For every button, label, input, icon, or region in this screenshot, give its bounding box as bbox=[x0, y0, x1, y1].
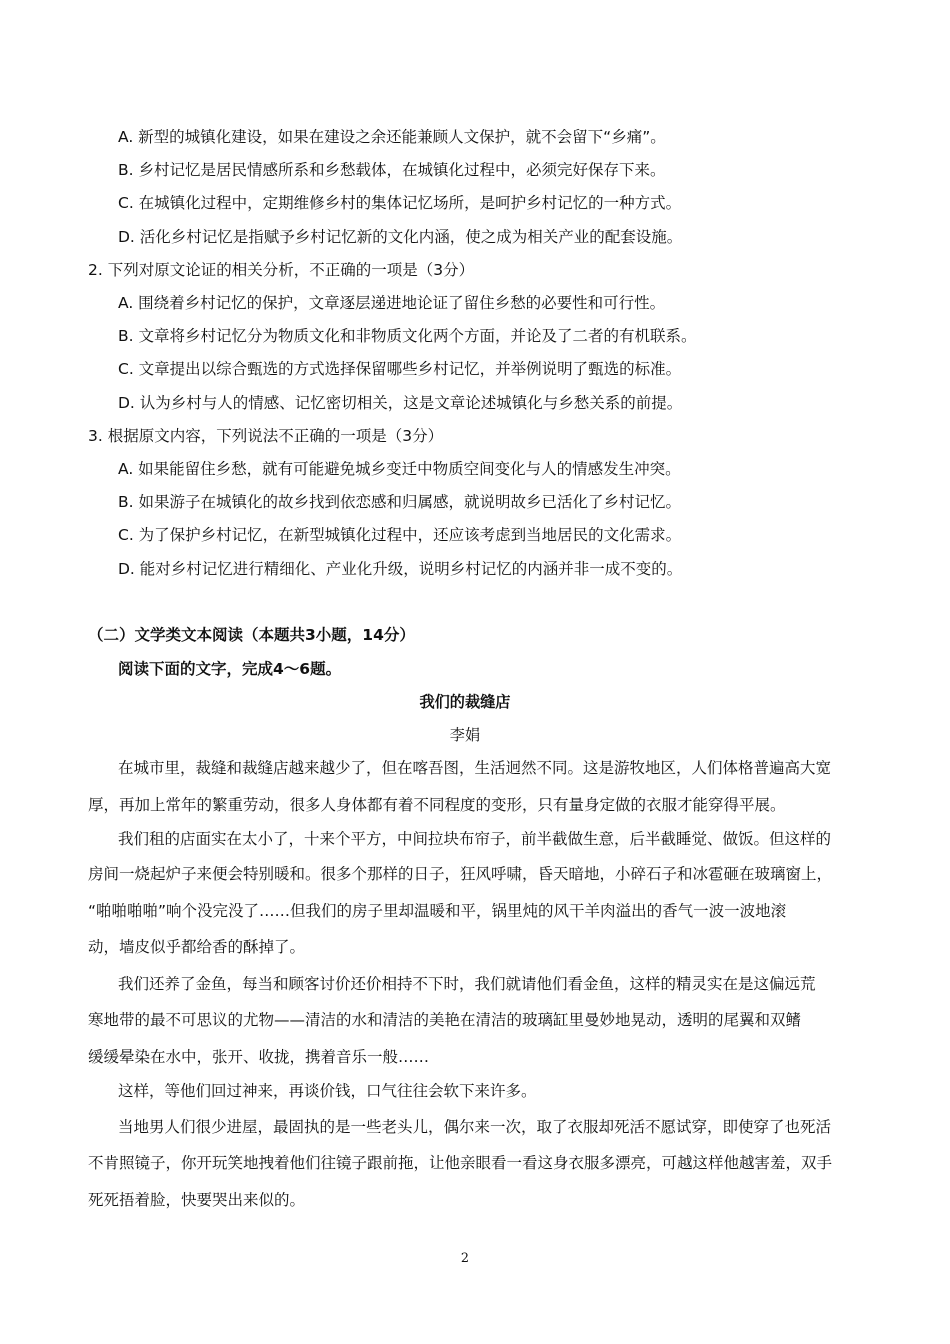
q3-option-b: B. 如果游子在城镇化的故乡找到依恋感和归属感，就说明故乡已活化了乡村记忆。 bbox=[118, 493, 681, 511]
passage-line-4: 房间一烧起炉子来便会特别暖和。很多个那样的日子，狂风呼啸，昏天暗地，小碎石子和冰雹砸在玻璃窗上， bbox=[88, 865, 833, 883]
q2-option-a: A. 围绕着乡村记忆的保护，文章逐层递进地论证了留住乡愁的必要性和可行性。 bbox=[118, 294, 666, 312]
passage-author: 李娟 bbox=[449, 726, 481, 744]
passage-title: 我们的裁缝店 bbox=[419, 693, 511, 711]
passage-line-13: 死死捂着脸，快要哭出来似的。 bbox=[88, 1191, 306, 1209]
page-number: 2 bbox=[460, 1251, 470, 1266]
q2-stem: 2. 下列对原文论证的相关分析，不正确的一项是（3分） bbox=[88, 261, 475, 279]
passage-line-12: 不肯照镜子，你开玩笑地拽着他们往镜子跟前拖，让他亲眼看一看这身衣服多漂亮，可越这样他越害羞，双手 bbox=[88, 1154, 833, 1172]
passage-line-6: 动，墙皮似乎都给香的酥掉了。 bbox=[88, 938, 306, 956]
q1-option-d: D. 活化乡村记忆是指赋予乡村记忆新的文化内涵，使之成为相关产业的配套设施。 bbox=[118, 228, 683, 246]
q2-option-c: C. 文章提出以综合甄选的方式选择保留哪些乡村记忆，并举例说明了甄选的标准。 bbox=[118, 360, 682, 378]
reading-instruction: 阅读下面的文字，完成4～6题。 bbox=[118, 660, 342, 678]
passage-line-9: 缓缓晕染在水中，张开、收拢，携着音乐一般…… bbox=[88, 1048, 430, 1066]
q1-option-c: C. 在城镇化过程中，定期维修乡村的集体记忆场所，是呵护乡村记忆的一种方式。 bbox=[118, 194, 682, 212]
q2-option-d: D. 认为乡村与人的情感、记忆密切相关，这是文章论述城镇化与乡愁关系的前提。 bbox=[118, 394, 683, 412]
q3-option-d: D. 能对乡村记忆进行精细化、产业化升级，说明乡村记忆的内涵并非一成不变的。 bbox=[118, 560, 683, 578]
q1-option-a: A. 新型的城镇化建设，如果在建设之余还能兼顾人文保护，就不会留下“乡痛”。 bbox=[118, 128, 666, 146]
passage-line-8: 寒地带的最不可思议的尤物——清洁的水和清洁的美艳在清洁的玻璃缸里曼妙地晃动，透明的尾翼和双鳍 bbox=[88, 1011, 802, 1029]
q1-option-b: B. 乡村记忆是居民情感所系和乡愁载体，在城镇化过程中，必须完好保存下来。 bbox=[118, 161, 666, 179]
q3-stem: 3. 根据原文内容，下列说法不正确的一项是（3分） bbox=[88, 427, 444, 445]
q2-option-b: B. 文章将乡村记忆分为物质文化和非物质文化两个方面，并论及了二者的有机联系。 bbox=[118, 327, 697, 345]
passage-line-5: “啪啪啪啪”响个没完没了……但我们的房子里却温暖和平，锅里炖的风干羊肉溢出的香气一波一波地滚 bbox=[88, 902, 787, 920]
passage-line-11: 当地男人们很少进屋，最固执的是一些老头儿，偶尔来一次，取了衣服却死活不愿试穿，即使穿了也死活 bbox=[118, 1118, 832, 1136]
passage-line-1: 在城市里，裁缝和裁缝店越来越少了，但在喀吾图，生活迥然不同。这是游牧地区，人们体格普遍高大宽 bbox=[118, 759, 832, 777]
section-heading: （二）文学类文本阅读（本题共3小题，14分） bbox=[88, 626, 415, 644]
passage-line-10: 这样，等他们回过神来，再谈价钱，口气往往会软下来许多。 bbox=[118, 1082, 537, 1100]
passage-line-7: 我们还养了金鱼，每当和顾客讨价还价相持不下时，我们就请他们看金鱼，这样的精灵实在是这偏远荒 bbox=[118, 975, 816, 993]
passage-line-3: 我们租的店面实在太小了，十来个平方，中间拉块布帘子，前半截做生意，后半截睡觉、做饭。但这样的 bbox=[118, 830, 832, 848]
q3-option-a: A. 如果能留住乡愁，就有可能避免城乡变迁中物质空间变化与人的情感发生冲突。 bbox=[118, 460, 681, 478]
q3-option-c: C. 为了保护乡村记忆，在新型城镇化过程中，还应该考虑到当地居民的文化需求。 bbox=[118, 526, 682, 544]
passage-line-2: 厚，再加上常年的繁重劳动，很多人身体都有着不同程度的变形，只有量身定做的衣服才能穿得平展。 bbox=[88, 796, 786, 814]
